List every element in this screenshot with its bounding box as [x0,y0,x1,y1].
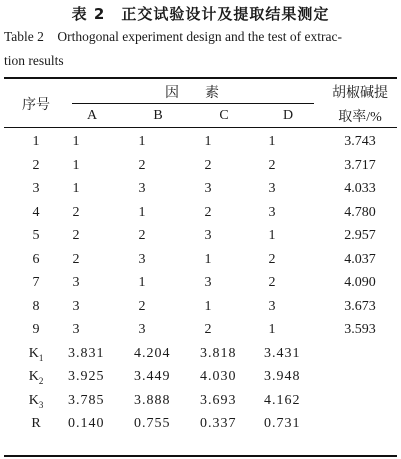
stat-cell-a: 0.140 [68,416,105,431]
stat-cell-b: 4.204 [134,345,171,361]
header-yield-line2: 取率/% [338,110,382,125]
stat-cell-c: 3.693 [200,392,237,408]
cell-yield: 3.743 [344,134,376,149]
cell-yield: 4.780 [344,204,376,220]
cell-factor-a: 1 [72,157,80,173]
stat-cell-d: 3.431 [264,345,301,361]
cell-factor-a: 2 [72,204,80,220]
table-title-en-line1: Table 2 Orthogonal experiment design and the test of extrac- [4,29,342,44]
cell-yield: 4.033 [344,181,376,196]
header-bottom-rule [4,127,397,128]
cell-factor-c: 3 [204,181,212,196]
factor-header-rule [72,103,314,104]
stat-cell-a: 3.831 [68,345,105,361]
row-label: 7 [32,275,40,290]
cell-factor-a: 1 [72,181,80,196]
row-label: 8 [32,298,40,314]
cell-yield: 2.957 [344,228,376,243]
cell-factor-b: 1 [138,275,146,290]
cell-factor-b: 1 [138,134,146,149]
cell-factor-d: 2 [268,157,276,173]
stat-cell-d: 0.731 [264,416,301,431]
header-factor-d: D [282,108,294,123]
cell-factor-a: 2 [72,228,80,243]
stat-label: $K_3$ [28,392,44,410]
header-factor-c: C [219,108,229,123]
row-label: 1 [32,134,40,149]
cell-factor-b: 2 [138,298,146,314]
row-label: 5 [32,228,40,243]
stat-cell-a: 3.785 [68,392,105,408]
stat-cell-b: 3.888 [134,392,171,408]
cell-factor-c: 1 [204,251,212,267]
cell-factor-d: 1 [268,134,276,149]
cell-factor-c: 2 [204,157,212,173]
cell-yield: 3.593 [344,322,376,337]
table-title-en-line2: tion results [4,53,64,68]
cell-factor-c: 2 [204,204,212,220]
cell-factor-a: 3 [72,298,80,314]
stat-label: R [31,416,41,431]
header-factors: 因 素 [165,86,225,101]
table-top-rule [4,77,397,79]
cell-factor-a: 3 [72,275,80,290]
table-title-cn: 表 2 正交试验设计及提取结果测定 [71,5,330,23]
cell-yield: 3.717 [344,157,376,173]
cell-factor-b: 3 [138,251,146,267]
cell-yield: 3.673 [344,298,376,314]
cell-yield: 4.090 [344,275,376,290]
row-label: 4 [32,204,40,220]
cell-factor-a: 2 [72,251,80,267]
cell-factor-b: 2 [138,157,146,173]
header-factor-a: A [86,108,98,123]
cell-factor-a: 3 [72,322,80,337]
stat-label: $K_1$ [28,345,44,363]
stat-cell-c: 4.030 [200,369,237,384]
cell-factor-c: 3 [204,275,212,290]
row-label: 2 [32,157,40,173]
cell-factor-c: 3 [204,228,212,243]
cell-factor-b: 1 [138,204,146,220]
cell-factor-c: 1 [204,134,212,149]
cell-factor-b: 3 [138,322,146,337]
cell-factor-b: 3 [138,181,146,196]
cell-factor-d: 2 [268,251,276,267]
cell-yield: 4.037 [344,251,376,267]
cell-factor-d: 1 [268,228,276,243]
row-label: 3 [32,181,40,196]
row-label: 9 [32,322,40,337]
stat-cell-d: 4.162 [264,392,301,408]
stat-cell-c: 0.337 [200,416,237,431]
cell-factor-c: 2 [204,322,212,337]
stat-cell-b: 3.449 [134,369,171,384]
cell-factor-d: 3 [268,204,276,220]
stat-cell-c: 3.818 [200,345,237,361]
cell-factor-d: 3 [268,181,276,196]
cell-factor-d: 3 [268,298,276,314]
header-yield-line1: 胡椒碱提 [332,86,388,101]
stat-label: $K_2$ [28,369,44,386]
cell-factor-b: 2 [138,228,146,243]
stat-cell-d: 3.948 [264,369,301,384]
table-bottom-rule [4,455,397,457]
row-label: 6 [32,251,40,267]
stat-cell-a: 3.925 [68,369,105,384]
cell-factor-d: 2 [268,275,276,290]
cell-factor-a: 1 [72,134,80,149]
cell-factor-c: 1 [204,298,212,314]
cell-factor-d: 1 [268,322,276,337]
header-seq: 序号 [22,98,50,113]
stat-cell-b: 0.755 [134,416,171,431]
header-factor-b: B [153,108,163,123]
